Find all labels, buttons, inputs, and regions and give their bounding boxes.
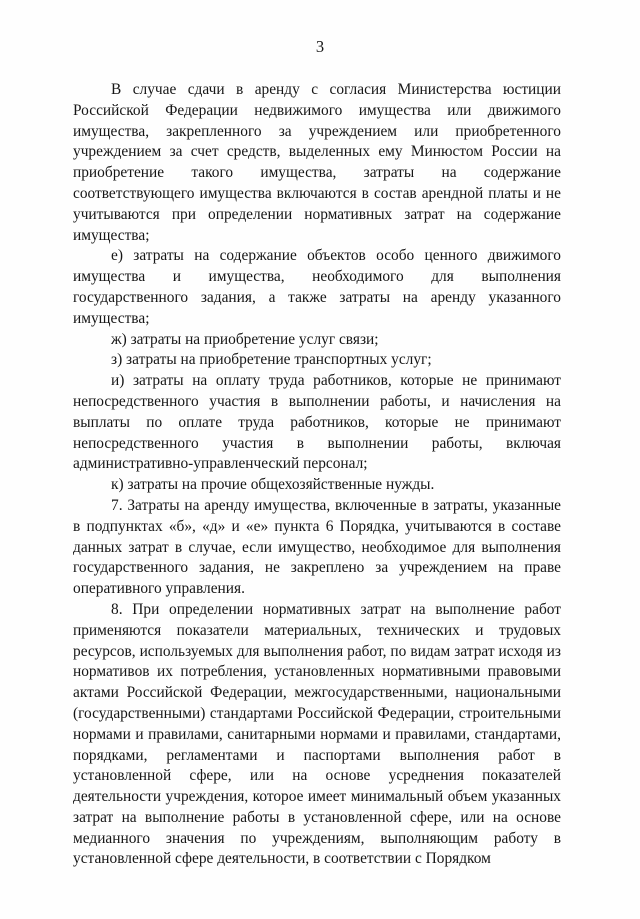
page-number: 3	[315, 37, 325, 56]
paragraph-clause-7: 7. Затраты на аренду имущества, включенные в затраты, указанные в подпунктах «б», «д» и «е» пункта 6 Порядка, учитываются в составе данных затрат в случае, если имущество, необходимое для выполнения государственного задания, не закреплено за учреждением на праве оперативного управления.	[73, 496, 561, 598]
paragraph-clause-8: 8. При определении нормативных затрат на выполнение работ применяются показатели материальных, технических и трудовых ресурсов, используемых для выполнения работ, по видам затрат исходя из нормативов их потребления, установленных нормативными правовыми актами Российской Федерации, межгосударственными, национальными (государственными) стандартами Российской Федерации, строительными нормами и правилами, санитарными нормами и правилами, стандартами, порядками, регламентами и паспортами выполнения работ в установленной сфере, или на основе усреднения показателей деятельности учреждения, которое имеет минимальный объем указанных затрат на выполнение работы в установленной сфере, или на основе медианного значения по учреждениям, выполняющим работу в установленной сфере деятельности, в соответствии с Порядком	[73, 600, 561, 868]
paragraph-item-e: е) затраты на содержание объектов особо ценного движимого имущества и имущества, необходимого для выполнения государственного задания, а также затраты на аренду указанного имущества;	[73, 247, 561, 327]
document-body	[73, 80, 561, 870]
paragraph-item-k: к) затраты на прочие общехозяйственные нужды.	[111, 476, 435, 494]
paragraph-item-z: з) затраты на приобретение транспортных услуг;	[111, 351, 432, 369]
paragraph-item-i: и) затраты на оплату труда работников, которые не принимают непосредственного участия в выполнении работы, и начисления на выплаты по оплате труда работников, которые не принимают непосредственного участия в выполнении работы, включая административно-управленческий персонал;	[73, 372, 561, 473]
paragraph-rent-consent: В случае сдачи в аренду с согласия Министерства юстиции Российской Федерации недвижимого имущества или движимого имущества, закрепленного за учреждением или приобретенного учреждением за счет средств, выделенных ему Минюстом России на приобретение такого имущества, затраты на содержание соответствующего имущества включаются в состав арендной платы и не учитываются при определении нормативных затрат на содержание имущества;	[73, 81, 561, 244]
paragraph-item-zh: ж) затраты на приобретение услуг связи;	[111, 330, 379, 348]
